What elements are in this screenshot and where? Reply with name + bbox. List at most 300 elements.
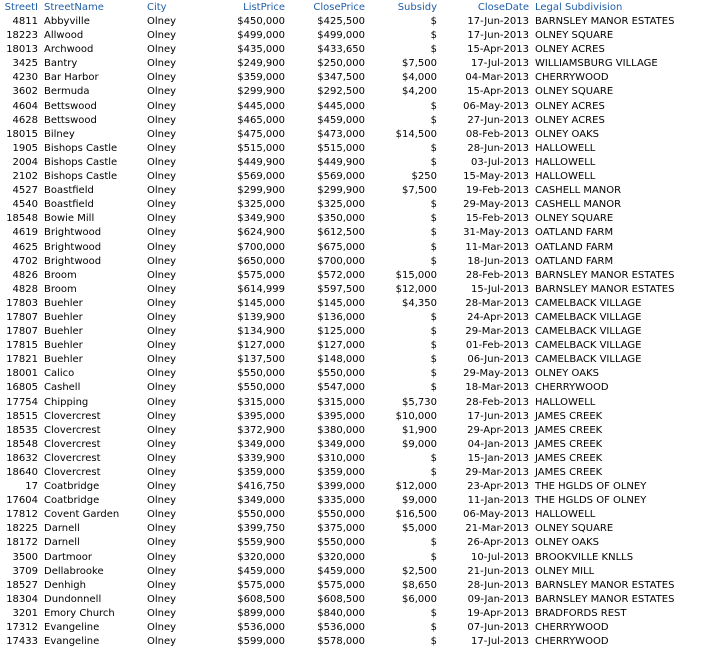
- table-row: [0, 635, 692, 649]
- close-date-cell: 04-Mar-2013: [465, 72, 529, 84]
- close-date-cell: 15-Apr-2013: [467, 86, 529, 98]
- city-cell: Olney: [147, 156, 177, 168]
- close-date-cell: 15-Feb-2013: [465, 213, 529, 225]
- subsidy-cell: $: [430, 326, 437, 338]
- street-name-cell: Broom: [44, 283, 77, 295]
- table-row: [0, 367, 692, 381]
- table-row: [0, 114, 692, 128]
- street-name-cell: Broom: [44, 269, 77, 281]
- close-date-cell: 04-Jan-2013: [467, 438, 529, 450]
- list-price-cell: $435,000: [237, 44, 285, 56]
- close-price-cell: $612,500: [317, 227, 365, 239]
- legal-subdivision-cell: CHERRYWOOD: [535, 382, 609, 394]
- header-city[interactable]: City: [147, 2, 167, 13]
- street-name-cell: Coatbridge: [44, 481, 100, 493]
- street-name-cell: Coatbridge: [44, 495, 100, 507]
- city-cell: Olney: [147, 171, 177, 183]
- city-cell: Olney: [147, 593, 177, 605]
- table-row: [0, 452, 692, 466]
- subsidy-cell: $10,000: [395, 410, 437, 422]
- close-price-cell: $569,000: [317, 171, 365, 183]
- street-name-cell: Brightwood: [44, 227, 102, 239]
- close-price-cell: $572,000: [317, 269, 365, 281]
- subsidy-cell: $5,000: [402, 523, 437, 535]
- close-date-cell: 09-Jan-2013: [467, 593, 529, 605]
- subsidy-cell: $: [430, 156, 437, 168]
- close-date-cell: 06-May-2013: [463, 100, 529, 112]
- close-date-cell: 18-Mar-2013: [465, 382, 529, 394]
- street-name-cell: Evangeline: [44, 622, 100, 634]
- street-name-cell: Archwood: [44, 44, 94, 56]
- close-price-cell: $608,500: [317, 593, 365, 605]
- street-number-cell: 18304: [6, 593, 38, 605]
- close-date-cell: 11-Jan-2013: [467, 495, 529, 507]
- close-price-cell: $325,000: [317, 199, 365, 211]
- street-name-cell: Chipping: [44, 396, 89, 408]
- list-price-cell: $700,000: [237, 241, 285, 253]
- city-cell: Olney: [147, 537, 177, 549]
- subsidy-cell: $1,900: [402, 424, 437, 436]
- close-price-cell: $445,000: [317, 100, 365, 112]
- city-cell: Olney: [147, 509, 177, 521]
- close-date-cell: 28-Mar-2013: [465, 297, 529, 309]
- list-price-cell: $359,000: [237, 72, 285, 84]
- street-number-cell: 4628: [12, 114, 38, 126]
- close-date-cell: 28-Jun-2013: [467, 579, 529, 591]
- street-name-cell: Covent Garden: [44, 509, 120, 521]
- street-number-cell: 18548: [6, 438, 38, 450]
- close-price-cell: $700,000: [317, 255, 365, 267]
- legal-subdivision-cell: THE HGLDS OF OLNEY: [535, 481, 647, 493]
- subsidy-cell: $9,000: [402, 495, 437, 507]
- close-price-cell: $347,500: [317, 72, 365, 84]
- subsidy-cell: $: [430, 142, 437, 154]
- subsidy-cell: $7,500: [402, 185, 437, 197]
- city-cell: Olney: [147, 467, 177, 478]
- subsidy-cell: $: [430, 199, 437, 211]
- street-number-cell: 4828: [12, 283, 38, 295]
- list-price-cell: $575,000: [237, 579, 285, 591]
- table-row: [0, 565, 692, 579]
- legal-subdivision-cell: OLNEY ACRES: [535, 114, 605, 126]
- legal-subdivision-cell: HALLOWELL: [535, 396, 596, 408]
- header-close-price[interactable]: ClosePrice: [313, 2, 365, 13]
- close-date-cell: 28-Feb-2013: [465, 396, 529, 408]
- street-name-cell: Bettswood: [44, 100, 97, 112]
- close-price-cell: $127,000: [317, 340, 365, 352]
- close-price-cell: $550,000: [317, 368, 365, 380]
- legal-subdivision-cell: BARNSLEY MANOR ESTATES: [535, 16, 675, 27]
- list-price-cell: $127,000: [237, 340, 285, 352]
- legal-subdivision-cell: OLNEY OAKS: [535, 368, 599, 380]
- street-name-cell: Allwood: [44, 30, 84, 42]
- list-price-cell: $249,900: [237, 58, 285, 70]
- subsidy-cell: $: [430, 340, 437, 352]
- header-list-price[interactable]: ListPrice: [243, 2, 285, 13]
- close-price-cell: $350,000: [317, 213, 365, 225]
- city-cell: Olney: [147, 622, 177, 634]
- subsidy-cell: $: [430, 100, 437, 112]
- close-price-cell: $433,650: [317, 44, 365, 56]
- table-row: [0, 438, 692, 452]
- table-row: [0, 621, 692, 635]
- list-price-cell: $499,000: [237, 30, 285, 42]
- subsidy-cell: $: [430, 354, 437, 366]
- table-row: [0, 283, 692, 297]
- close-date-cell: 17-Jul-2013: [470, 636, 529, 648]
- close-price-cell: $375,000: [317, 523, 365, 535]
- legal-subdivision-cell: BARNSLEY MANOR ESTATES: [535, 269, 675, 281]
- table-row: [0, 100, 692, 114]
- street-name-cell: Buehler: [44, 326, 83, 338]
- close-date-cell: 11-Mar-2013: [465, 241, 529, 253]
- street-name-cell: Abbyville: [44, 16, 90, 27]
- subsidy-cell: $6,000: [402, 593, 437, 605]
- street-number-cell: 18632: [6, 452, 38, 464]
- close-date-cell: 28-Feb-2013: [465, 269, 529, 281]
- street-number-cell: 18527: [6, 579, 38, 591]
- subsidy-cell: $9,000: [402, 438, 437, 450]
- close-date-cell: 15-May-2013: [463, 171, 529, 183]
- street-name-cell: Dartmoor: [44, 551, 92, 563]
- list-price-cell: $137,500: [237, 354, 285, 366]
- list-price-cell: $320,000: [237, 551, 285, 563]
- street-number-cell: 17754: [6, 396, 38, 408]
- table-row: [0, 536, 692, 550]
- table-row: [0, 424, 692, 438]
- legal-subdivision-cell: HALLOWELL: [535, 171, 596, 183]
- city-cell: Olney: [147, 607, 177, 619]
- list-price-cell: $599,000: [237, 636, 285, 648]
- street-name-cell: Clovercrest: [44, 424, 101, 436]
- street-number-cell: 17: [25, 481, 38, 493]
- close-date-cell: 24-Apr-2013: [467, 311, 529, 323]
- city-cell: Olney: [147, 269, 177, 281]
- city-cell: Olney: [147, 58, 177, 70]
- legal-subdivision-cell: CASHELL MANOR: [535, 185, 622, 197]
- list-price-cell: $372,900: [237, 424, 285, 436]
- table-row: [0, 607, 692, 621]
- table-row: [0, 198, 692, 212]
- street-number-cell: 18640: [6, 467, 38, 478]
- list-price-cell: $465,000: [237, 114, 285, 126]
- street-number-cell: 4811: [12, 16, 38, 27]
- street-number-cell: 4625: [12, 241, 38, 253]
- table-row: [0, 57, 692, 71]
- street-number-cell: 17312: [6, 622, 38, 634]
- legal-subdivision-cell: OLNEY ACRES: [535, 44, 605, 56]
- legal-subdivision-cell: BARNSLEY MANOR ESTATES: [535, 579, 675, 591]
- list-price-cell: $339,900: [237, 452, 285, 464]
- subsidy-cell: $: [430, 452, 437, 464]
- close-price-cell: $459,000: [317, 114, 365, 126]
- close-price-cell: $315,000: [317, 396, 365, 408]
- legal-subdivision-cell: CAMELBACK VILLAGE: [535, 326, 642, 338]
- table-row: [0, 15, 692, 29]
- legal-subdivision-cell: BRADFORDS REST: [535, 607, 627, 619]
- legal-subdivision-cell: CAMELBACK VILLAGE: [535, 354, 642, 366]
- table-row: [0, 396, 692, 410]
- street-number-cell: 4826: [12, 269, 38, 281]
- city-cell: Olney: [147, 283, 177, 295]
- close-price-cell: $310,000: [317, 452, 365, 464]
- close-price-cell: $292,500: [317, 86, 365, 98]
- city-cell: Olney: [147, 241, 177, 253]
- legal-subdivision-cell: JAMES CREEK: [535, 438, 603, 450]
- list-price-cell: $550,000: [237, 509, 285, 521]
- street-number-cell: 17807: [6, 326, 38, 338]
- close-price-cell: $359,000: [317, 467, 365, 478]
- street-name-cell: Calico: [44, 368, 75, 380]
- list-price-cell: $559,900: [237, 537, 285, 549]
- street-number-cell: 18535: [6, 424, 38, 436]
- list-price-cell: $899,000: [237, 607, 285, 619]
- legal-subdivision-cell: OATLAND FARM: [535, 241, 614, 253]
- street-number-cell: 16805: [6, 382, 38, 394]
- subsidy-cell: $12,000: [395, 283, 437, 295]
- street-number-cell: 17803: [6, 297, 38, 309]
- legal-subdivision-cell: JAMES CREEK: [535, 424, 603, 436]
- street-name-cell: Denhigh: [44, 579, 86, 591]
- street-name-cell: Bishops Castle: [44, 156, 118, 168]
- close-date-cell: 15-Jul-2013: [470, 283, 529, 295]
- close-date-cell: 28-Jun-2013: [467, 142, 529, 154]
- street-number-cell: 4702: [12, 255, 38, 267]
- city-cell: Olney: [147, 326, 177, 338]
- list-price-cell: $315,000: [237, 396, 285, 408]
- city-cell: Olney: [147, 185, 177, 197]
- subsidy-cell: $: [430, 537, 437, 549]
- close-price-cell: $250,000: [317, 58, 365, 70]
- legal-subdivision-cell: OLNEY MILL: [535, 565, 595, 577]
- street-name-cell: Dellabrooke: [44, 565, 104, 577]
- subsidy-cell: $: [430, 16, 437, 27]
- close-price-cell: $597,500: [317, 283, 365, 295]
- close-price-cell: $550,000: [317, 537, 365, 549]
- street-name-cell: Buehler: [44, 297, 83, 309]
- city-cell: Olney: [147, 142, 177, 154]
- subsidy-cell: $: [430, 636, 437, 648]
- subsidy-cell: $: [430, 255, 437, 267]
- list-price-cell: $575,000: [237, 269, 285, 281]
- table-row: [0, 579, 692, 593]
- list-price-cell: $145,000: [237, 297, 285, 309]
- table-row: [0, 311, 692, 325]
- close-date-cell: 31-May-2013: [463, 227, 529, 239]
- list-price-cell: $349,000: [237, 438, 285, 450]
- legal-subdivision-cell: OATLAND FARM: [535, 255, 614, 267]
- street-name-cell: Bowie Mill: [44, 213, 95, 225]
- subsidy-cell: $: [430, 114, 437, 126]
- close-date-cell: 01-Feb-2013: [465, 340, 529, 352]
- city-cell: Olney: [147, 255, 177, 267]
- table-row: [0, 241, 692, 255]
- close-date-cell: 21-Mar-2013: [465, 523, 529, 535]
- list-price-cell: $416,750: [237, 481, 285, 493]
- street-number-cell: 18515: [6, 410, 38, 422]
- city-cell: Olney: [147, 368, 177, 380]
- street-number-cell: 1905: [12, 142, 38, 154]
- table-row: [0, 410, 692, 424]
- street-name-cell: Darnell: [44, 537, 80, 549]
- list-price-cell: $399,750: [237, 523, 285, 535]
- street-number-cell: 3425: [12, 58, 38, 70]
- table-row: [0, 353, 692, 367]
- list-price-cell: $624,900: [237, 227, 285, 239]
- close-price-cell: $380,000: [317, 424, 365, 436]
- city-cell: Olney: [147, 382, 177, 394]
- table-row: [0, 43, 692, 57]
- close-date-cell: 23-Apr-2013: [467, 481, 529, 493]
- close-date-cell: 18-Jun-2013: [467, 255, 529, 267]
- list-price-cell: $536,000: [237, 622, 285, 634]
- table-row: [0, 29, 692, 43]
- close-date-cell: 10-Jul-2013: [470, 551, 529, 563]
- close-date-cell: 27-Jun-2013: [467, 114, 529, 126]
- subsidy-cell: $7,500: [402, 58, 437, 70]
- street-name-cell: Boastfield: [44, 199, 94, 211]
- city-cell: Olney: [147, 396, 177, 408]
- subsidy-cell: $: [430, 227, 437, 239]
- header-close-date[interactable]: CloseDate: [477, 2, 529, 13]
- list-price-cell: $449,900: [237, 156, 285, 168]
- table-row: [0, 297, 692, 311]
- close-price-cell: $459,000: [317, 565, 365, 577]
- table-row: [0, 551, 692, 565]
- legal-subdivision-cell: HALLOWELL: [535, 156, 596, 168]
- street-number-cell: 3500: [12, 551, 38, 563]
- list-price-cell: $614,999: [237, 283, 285, 295]
- street-number-cell: 18015: [6, 128, 38, 140]
- street-name-cell: Evangeline: [44, 636, 100, 648]
- close-price-cell: $395,000: [317, 410, 365, 422]
- city-cell: Olney: [147, 340, 177, 352]
- close-date-cell: 19-Feb-2013: [465, 185, 529, 197]
- legal-subdivision-cell: JAMES CREEK: [535, 467, 603, 478]
- close-price-cell: $335,000: [317, 495, 365, 507]
- street-number-cell: 2004: [12, 156, 38, 168]
- street-number-cell: 3709: [12, 565, 38, 577]
- subsidy-cell: $: [430, 368, 437, 380]
- close-price-cell: $550,000: [317, 509, 365, 521]
- legal-subdivision-cell: JAMES CREEK: [535, 410, 603, 422]
- street-number-cell: 4604: [12, 100, 38, 112]
- legal-subdivision-cell: OATLAND FARM: [535, 227, 614, 239]
- subsidy-cell: $250: [411, 171, 437, 183]
- legal-subdivision-cell: CHERRYWOOD: [535, 72, 609, 84]
- close-price-cell: $575,000: [317, 579, 365, 591]
- close-date-cell: 29-May-2013: [463, 368, 529, 380]
- subsidy-cell: $12,000: [395, 481, 437, 493]
- legal-subdivision-cell: BARNSLEY MANOR ESTATES: [535, 283, 675, 295]
- legal-subdivision-cell: CAMELBACK VILLAGE: [535, 311, 642, 323]
- city-cell: Olney: [147, 551, 177, 563]
- table-row: [0, 226, 692, 240]
- legal-subdivision-cell: THE HGLDS OF OLNEY: [535, 495, 647, 507]
- city-cell: Olney: [147, 565, 177, 577]
- street-name-cell: Dundonnell: [44, 593, 102, 605]
- legal-subdivision-cell: OLNEY OAKS: [535, 537, 599, 549]
- subsidy-cell: $: [430, 311, 437, 323]
- legal-subdivision-cell: CHERRYWOOD: [535, 636, 609, 648]
- table-row: [0, 466, 692, 480]
- street-number-cell: 4540: [12, 199, 38, 211]
- city-cell: Olney: [147, 523, 177, 535]
- city-cell: Olney: [147, 128, 177, 140]
- close-date-cell: 17-Jun-2013: [467, 16, 529, 27]
- table-row: [0, 508, 692, 522]
- subsidy-cell: $: [430, 382, 437, 394]
- street-number-cell: 4619: [12, 227, 38, 239]
- street-number-cell: 18225: [6, 523, 38, 535]
- city-cell: Olney: [147, 227, 177, 239]
- city-cell: Olney: [147, 311, 177, 323]
- legal-subdivision-cell: HALLOWELL: [535, 142, 596, 154]
- city-cell: Olney: [147, 114, 177, 126]
- street-number-cell: 4527: [12, 185, 38, 197]
- subsidy-cell: $: [430, 607, 437, 619]
- header-subsidy[interactable]: Subsidy: [397, 2, 437, 13]
- list-price-cell: $134,900: [237, 326, 285, 338]
- street-name-cell: Bermuda: [44, 86, 90, 98]
- table-row: [0, 381, 692, 395]
- street-number-cell: 17812: [6, 509, 38, 521]
- header-street-number[interactable]: StreetI: [4, 2, 38, 13]
- list-price-cell: $139,900: [237, 311, 285, 323]
- subsidy-cell: $: [430, 467, 437, 478]
- close-date-cell: 17-Jun-2013: [467, 410, 529, 422]
- header-street-name[interactable]: StreetName: [44, 2, 104, 13]
- close-price-cell: $515,000: [317, 142, 365, 154]
- subsidy-cell: $: [430, 213, 437, 225]
- table-row: [0, 71, 692, 85]
- close-date-cell: 29-Mar-2013: [465, 326, 529, 338]
- list-price-cell: $459,000: [237, 565, 285, 577]
- legal-subdivision-cell: CAMELBACK VILLAGE: [535, 340, 642, 352]
- close-price-cell: $299,900: [317, 185, 365, 197]
- street-name-cell: Bishops Castle: [44, 171, 118, 183]
- table-row: [0, 170, 692, 184]
- header-legal-subdivision[interactable]: Legal Subdivision: [535, 2, 623, 13]
- list-price-cell: $299,900: [237, 185, 285, 197]
- list-price-cell: $359,000: [237, 467, 285, 478]
- list-price-cell: $299,900: [237, 86, 285, 98]
- table-row: [0, 142, 692, 156]
- close-price-cell: $536,000: [317, 622, 365, 634]
- city-cell: Olney: [147, 72, 177, 84]
- close-date-cell: 29-May-2013: [463, 199, 529, 211]
- close-date-cell: 15-Jan-2013: [467, 452, 529, 464]
- close-price-cell: $840,000: [317, 607, 365, 619]
- city-cell: Olney: [147, 579, 177, 591]
- list-price-cell: $349,000: [237, 495, 285, 507]
- subsidy-cell: $: [430, 551, 437, 563]
- city-cell: Olney: [147, 86, 177, 98]
- close-date-cell: 17-Jun-2013: [467, 30, 529, 42]
- street-name-cell: Brightwood: [44, 255, 102, 267]
- list-price-cell: $475,000: [237, 128, 285, 140]
- city-cell: Olney: [147, 438, 177, 450]
- street-name-cell: Bar Harbor: [44, 72, 99, 84]
- subsidy-cell: $4,350: [402, 297, 437, 309]
- list-price-cell: $349,900: [237, 213, 285, 225]
- subsidy-cell: $4,000: [402, 72, 437, 84]
- subsidy-cell: $8,650: [402, 579, 437, 591]
- legal-subdivision-cell: BROOKVILLE KNLLS: [535, 551, 634, 563]
- street-number-cell: 3602: [12, 86, 38, 98]
- city-cell: Olney: [147, 495, 177, 507]
- street-name-cell: Bilney: [44, 128, 75, 140]
